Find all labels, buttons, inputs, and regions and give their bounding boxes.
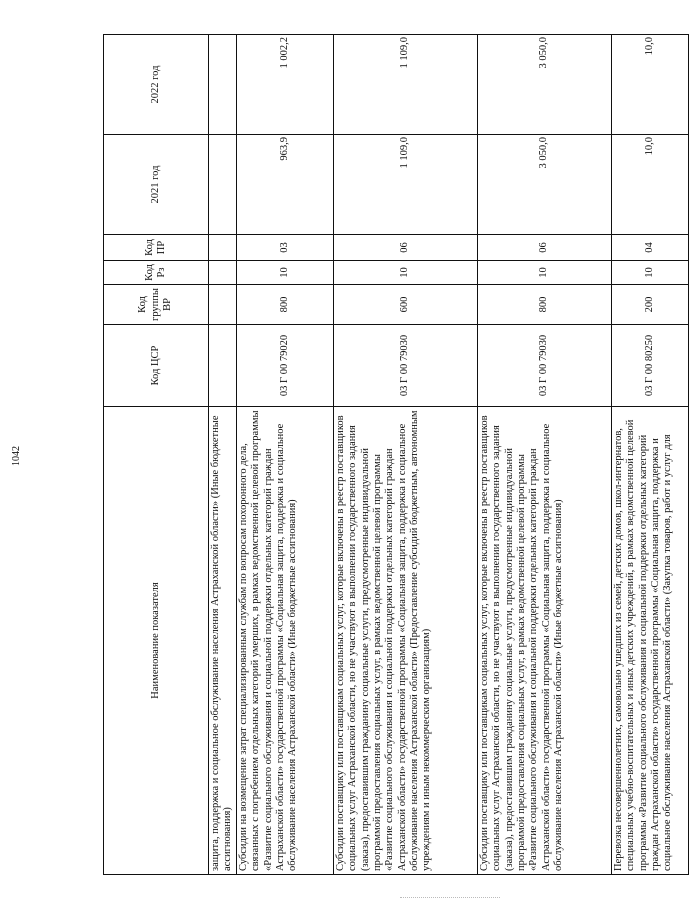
cell-2021 <box>209 135 237 235</box>
scan-artifact-line <box>400 897 500 899</box>
page-number <box>1 14 22 919</box>
cell-2022: 1 109,0 <box>333 35 477 135</box>
cell-name: Субсидии поставщику или поставщикам социальных услуг, которые включены в реестр поставщиков социальных услуг Астраханской области, но не участвуют в выполнении государственного задания (заказа), предоставившим гражданину социальные услуги, предусмотренные индивидуальной программой предоставления социальных услуг, в рамках ведомственной целевой программы «Развитие социального обслуживания и социальной поддержки отдельных категорий граждан Астраханской области» государственной программы «Социальная защита, поддержка и социальное обслуживание населения Астраханской области» (Предоставление субсидий бюджетным, автономным учреждениям и иным некоммерческим организациям) <box>333 407 477 875</box>
cell-csr: 03 Г 00 79030 <box>333 325 477 407</box>
table-row <box>333 35 477 875</box>
cell-pr: 04 <box>611 235 688 261</box>
rotated-table-wrapper <box>103 35 674 875</box>
cell-pr <box>209 235 237 261</box>
cell-name: Субсидии поставщику или поставщикам социальных услуг, которые включены в реестр поставщиков социальных услуг Астраханской области, но не участвуют в выполнении государственного задания (заказа), предоставившим гражданину социальные услуги, предусмотренные индивидуальной программой предоставления социальных услуг, в рамках ведомственной целевой программы «Развитие социального обслуживания и социальной поддержки отдельных категорий граждан Астраханской области» государственной программы «Социальная защита, поддержка и социальное обслуживание населения Астраханской области» (Иные бюджетные ассигнования) <box>477 407 611 875</box>
page-number-text: 1042 <box>11 446 22 466</box>
header-vr: Код группы ВР <box>104 285 209 325</box>
table-row <box>477 35 611 875</box>
cell-2021: 1 109,0 <box>333 135 477 235</box>
cell-vr: 800 <box>236 285 333 325</box>
header-rz: Код Рз <box>104 261 209 285</box>
cell-name: защита, поддержка и социальное обслуживание населения Астраханской области» (Иные бюджетные ассигнования) <box>209 407 237 875</box>
table-header-row <box>104 35 209 875</box>
cell-csr: 03 Г 00 79020 <box>236 325 333 407</box>
cell-2022: 10,0 <box>611 35 688 135</box>
cell-rz: 10 <box>477 261 611 285</box>
cell-2021: 10,0 <box>611 135 688 235</box>
cell-vr: 600 <box>333 285 477 325</box>
cell-vr <box>209 285 237 325</box>
cell-name: Субсидии на возмещение затрат специализированным службам по вопросам похоронного дела, связанных с погребением отдельных категорий умерших, в рамках ведомственной целевой программы «Развитие социального обслуживания и социальной поддержки отдельных категорий граждан Астраханской области» государственной программы «Социальная защита, поддержка и социальное обслуживание населения Астраханской области» (Иные бюджетные ассигнования) <box>236 407 333 875</box>
header-2021: 2021 год <box>104 135 209 235</box>
cell-pr: 06 <box>333 235 477 261</box>
cell-2022 <box>209 35 237 135</box>
cell-pr: 03 <box>236 235 333 261</box>
cell-rz: 10 <box>611 261 688 285</box>
cell-csr: 03 Г 00 80250 <box>611 325 688 407</box>
cell-vr: 800 <box>477 285 611 325</box>
cell-name: Перевозка несовершеннолетних, самовольно ушедших из семей, детских домов, школ-интернатов, специальных учебно-воспитательных и иных детских учреждений, в рамках ведомственной целевой программы «Развитие социального обслуживания и социальной поддержки отдельных категорий граждан Астраханской области» государственной программы «Социальная защита, поддержка и социальное обслуживание населения Астраханской области» (Закупка товаров, работ и услуг для <box>611 407 688 875</box>
cell-2021: 3 050,0 <box>477 135 611 235</box>
cell-2022: 3 050,0 <box>477 35 611 135</box>
cell-rz: 10 <box>333 261 477 285</box>
cell-2021: 963,9 <box>236 135 333 235</box>
cell-csr: 03 Г 00 79030 <box>477 325 611 407</box>
cell-csr <box>209 325 237 407</box>
cell-pr: 06 <box>477 235 611 261</box>
header-2022: 2022 год <box>104 35 209 135</box>
cell-vr: 200 <box>611 285 688 325</box>
cell-rz: 10 <box>236 261 333 285</box>
table-row <box>236 35 333 875</box>
budget-table <box>103 34 689 875</box>
cell-rz <box>209 261 237 285</box>
table-row <box>611 35 688 875</box>
table-row <box>209 35 237 875</box>
header-name: Наименование показателя <box>104 407 209 875</box>
header-csr: Код ЦСР <box>104 325 209 407</box>
header-pr: Код ПР <box>104 235 209 261</box>
cell-2022: 1 002,2 <box>236 35 333 135</box>
